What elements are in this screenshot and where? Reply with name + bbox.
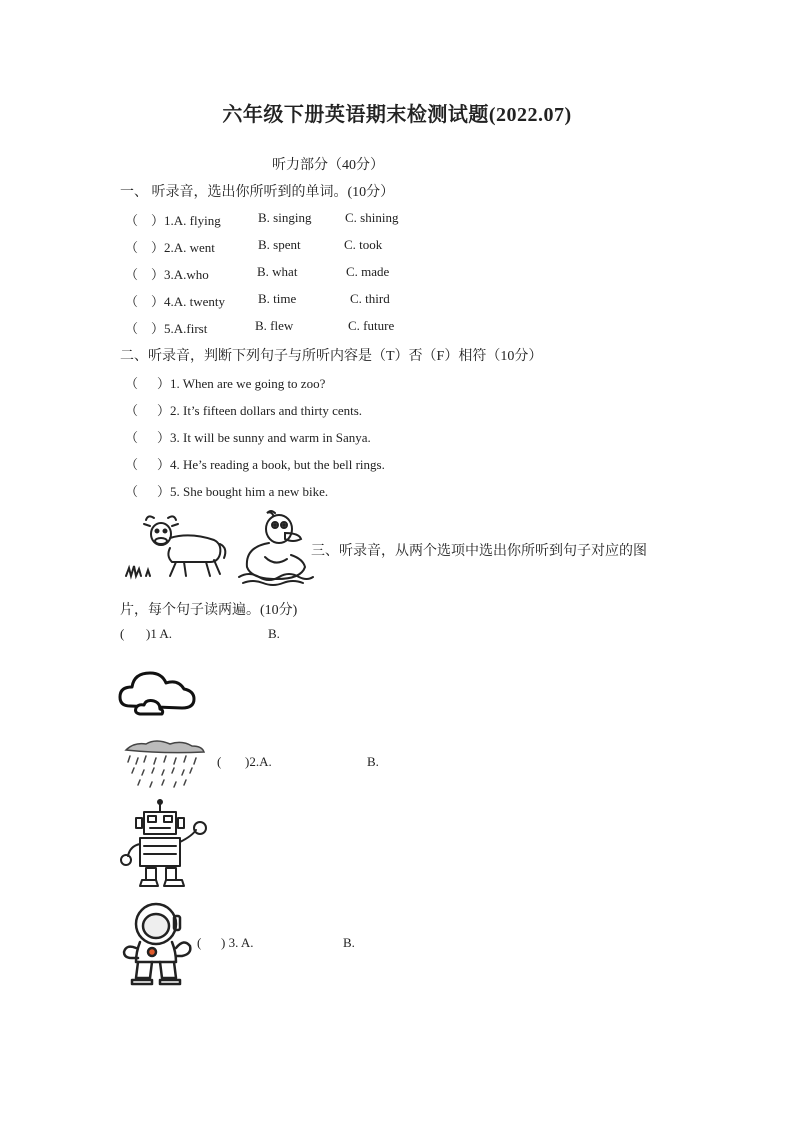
robot-icon xyxy=(118,798,210,892)
s1-item-5-b: B. flew xyxy=(255,318,294,333)
s1-item-5-c: C. future xyxy=(348,318,395,333)
paren: （ xyxy=(125,213,139,228)
s1-item-4-c: C. third xyxy=(350,291,390,306)
paren: （ xyxy=(125,430,139,445)
rain-cloud-icon xyxy=(120,738,210,790)
paren: ( xyxy=(120,626,125,641)
s1-item-3-c: C. made xyxy=(346,264,390,279)
cow-icon xyxy=(120,512,230,582)
section-2-heading: 二、听录音，判断下列句子与所听内容是（T）否（F）相符（10分） xyxy=(120,349,543,364)
paren: （ xyxy=(125,376,139,391)
section-3-heading-cont: 片，每个句子读两遍。(10分) xyxy=(120,603,298,618)
s3-q1-b: B. xyxy=(268,626,280,641)
s1-item-1-b: B. singing xyxy=(258,210,312,225)
page-title: 六年级下册英语期末检测试题(2022.07) xyxy=(222,104,572,126)
s3-q2-a: )2.A. xyxy=(245,754,272,769)
s1-item-3-a: ）3.A.who xyxy=(151,267,209,282)
s3-q3-b: B. xyxy=(343,935,355,950)
astronaut-icon xyxy=(120,898,196,988)
s2-item-1-text: ）1. When are we going to zoo? xyxy=(157,376,326,391)
s1-item-2-c: C. took xyxy=(344,237,383,252)
s3-q2-b: B. xyxy=(367,754,379,769)
s2-item-4-text: ）4. He’s reading a book, but the bell rings. xyxy=(157,457,385,472)
s1-item-5-a: ）5.A.first xyxy=(151,321,208,336)
listening-subtitle: 听力部分（40分） xyxy=(272,158,384,173)
paren: ( xyxy=(217,754,222,769)
s3-q1-a: )1 A. xyxy=(146,626,172,641)
s1-item-1-c: C. shining xyxy=(345,210,399,225)
s2-item-3-text: ）3. It will be sunny and warm in Sanya. xyxy=(157,430,371,445)
duck-icon xyxy=(235,507,315,587)
section-1-heading: 一、 听录音，选出你所听到的单词。(10分） xyxy=(120,185,395,200)
s1-item-4-b: B. time xyxy=(258,291,297,306)
paren: ( xyxy=(197,935,202,950)
s1-item-4-a: ）4.A. twenty xyxy=(151,294,226,309)
paren: （ xyxy=(125,267,139,282)
paren: （ xyxy=(125,457,139,472)
s2-item-2-text: ）2. It’s fifteen dollars and thirty cents. xyxy=(157,403,363,418)
paren: （ xyxy=(125,240,139,255)
paren: （ xyxy=(125,294,139,309)
cloud-icon xyxy=(116,666,200,720)
s1-item-2-a: ）2.A. went xyxy=(151,240,215,255)
s1-item-3-b: B. what xyxy=(257,264,298,279)
paren: （ xyxy=(125,403,139,418)
s3-q3-a: ) 3. A. xyxy=(221,935,254,950)
s1-item-2-b: B. spent xyxy=(258,237,301,252)
section-3-heading: 三、听录音，从两个选项中选出你所听到句子对应的图 xyxy=(311,544,647,559)
paren: （ xyxy=(125,484,139,499)
paren: （ xyxy=(125,321,139,336)
s2-item-5-text: ）5. She bought him a new bike. xyxy=(157,484,329,499)
s1-item-1-a: ）1.A. flying xyxy=(151,213,221,228)
